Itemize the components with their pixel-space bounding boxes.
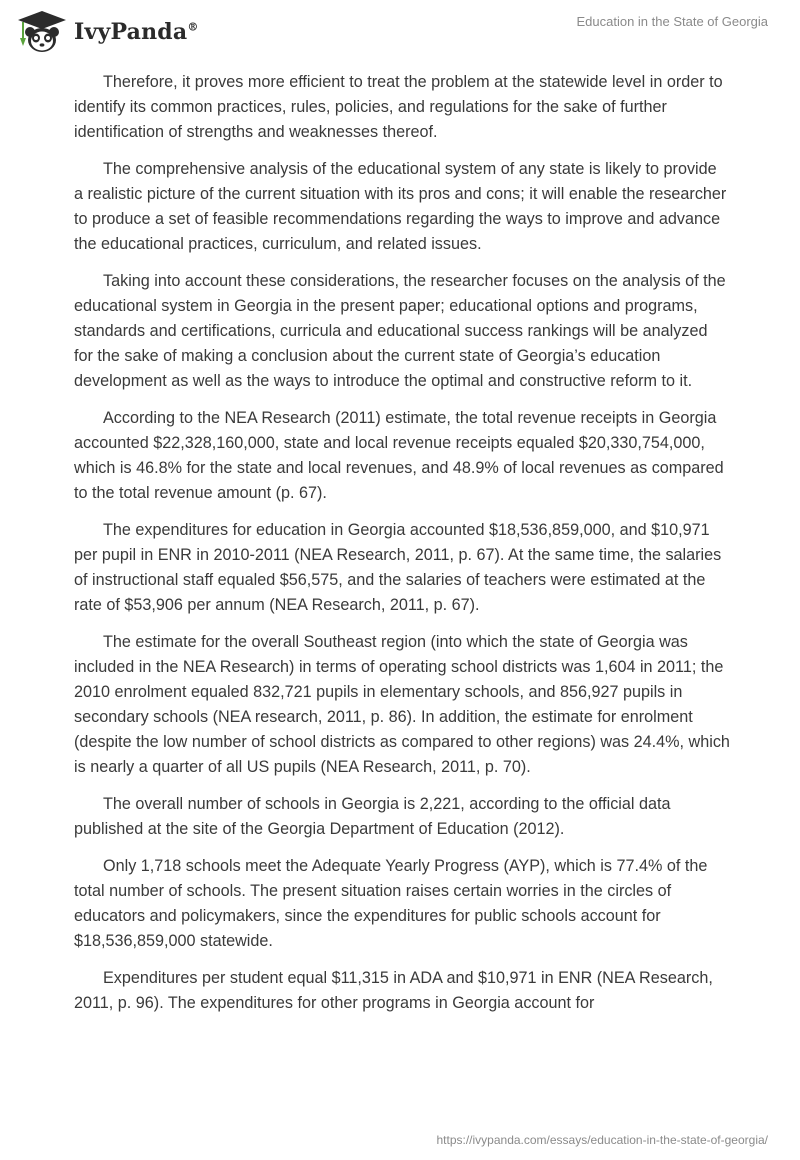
paragraph: According to the NEA Research (2011) estimate, the total revenue receipts in Georgia accounted $22,328,160,000, state and local revenue receipts equaled $20,330,754,000, which is 46.8% for the state and local revenues, and 48.9% of local revenues as compared to the total revenue amount (p. 67). bbox=[74, 409, 724, 502]
essay-body bbox=[74, 70, 730, 1028]
paragraph: The comprehensive analysis of the educational system of any state is likely to provide a realistic picture of the current situation with its pros and cons; it will enable the researcher to produce a set of feasible recommendations regarding the ways to improve and advance the educational practices, curriculum, and related issues. bbox=[74, 160, 727, 253]
paragraph: Therefore, it proves more efficient to treat the problem at the statewide level in order to identify its common practices, rules, policies, and regulations for the sake of further identification of strengths and weaknesses thereof. bbox=[74, 73, 723, 141]
panda-graduate-icon bbox=[14, 8, 70, 56]
paragraph: Taking into account these considerations, the researcher focuses on the analysis of the educational system in Georgia in the present paper; educational options and programs, standards and certifications, curricula and educational success rankings will be analyzed for the sake of making a conclusion about the current state of Georgia’s education development as well as the ways to introduce the optimal and constructive reform to it. bbox=[74, 272, 726, 390]
page-header bbox=[0, 0, 800, 64]
paragraph: The expenditures for education in Georgia accounted $18,536,859,000, and $10,971 per pupil in ENR in 2010-2011 (NEA Research, 2011, p. 67). At the same time, the salaries of instructional staff equaled $56,575, and the salaries of teachers were estimated at the rate of $53,906 per annum (NEA Research, 2011, p. 67). bbox=[74, 521, 722, 614]
brand-name: IvyPanda® bbox=[74, 19, 199, 45]
source-url[interactable]: https://ivypanda.com/essays/education-in-the-state-of-georgia/ bbox=[436, 1133, 768, 1147]
paragraph: The estimate for the overall Southeast region (into which the state of Georgia was included in the NEA Research) in terms of operating school districts was 1,604 in 2011; the 2010 enrolment equaled 832,721 pupils in elementary schools, and 856,927 pupils in secondary schools (NEA research, 2011, p. 86). In addition, the estimate for enrolment (despite the low number of school districts as compared to other regions) was 24.4%, which is nearly a quarter of all US pupils (NEA Research, 2011, p. 70). bbox=[74, 633, 730, 776]
paragraph: Only 1,718 schools meet the Adequate Yearly Progress (AYP), which is 77.4% of the total number of schools. The present situation raises certain worries in the circles of educators and policymakers, since the expenditures for public schools account for $18,536,859,000 statewide. bbox=[74, 857, 708, 950]
document-title: Education in the State of Georgia bbox=[576, 14, 768, 29]
paragraph: Expenditures per student equal $11,315 in ADA and $10,971 in ENR (NEA Research, 2011, p. 96). The expenditures for other programs in Georgia account for bbox=[74, 969, 713, 1012]
ivypanda-logo[interactable] bbox=[14, 8, 199, 56]
paragraph: The overall number of schools in Georgia is 2,221, according to the official data published at the site of the Georgia Department of Education (2012). bbox=[74, 795, 671, 838]
